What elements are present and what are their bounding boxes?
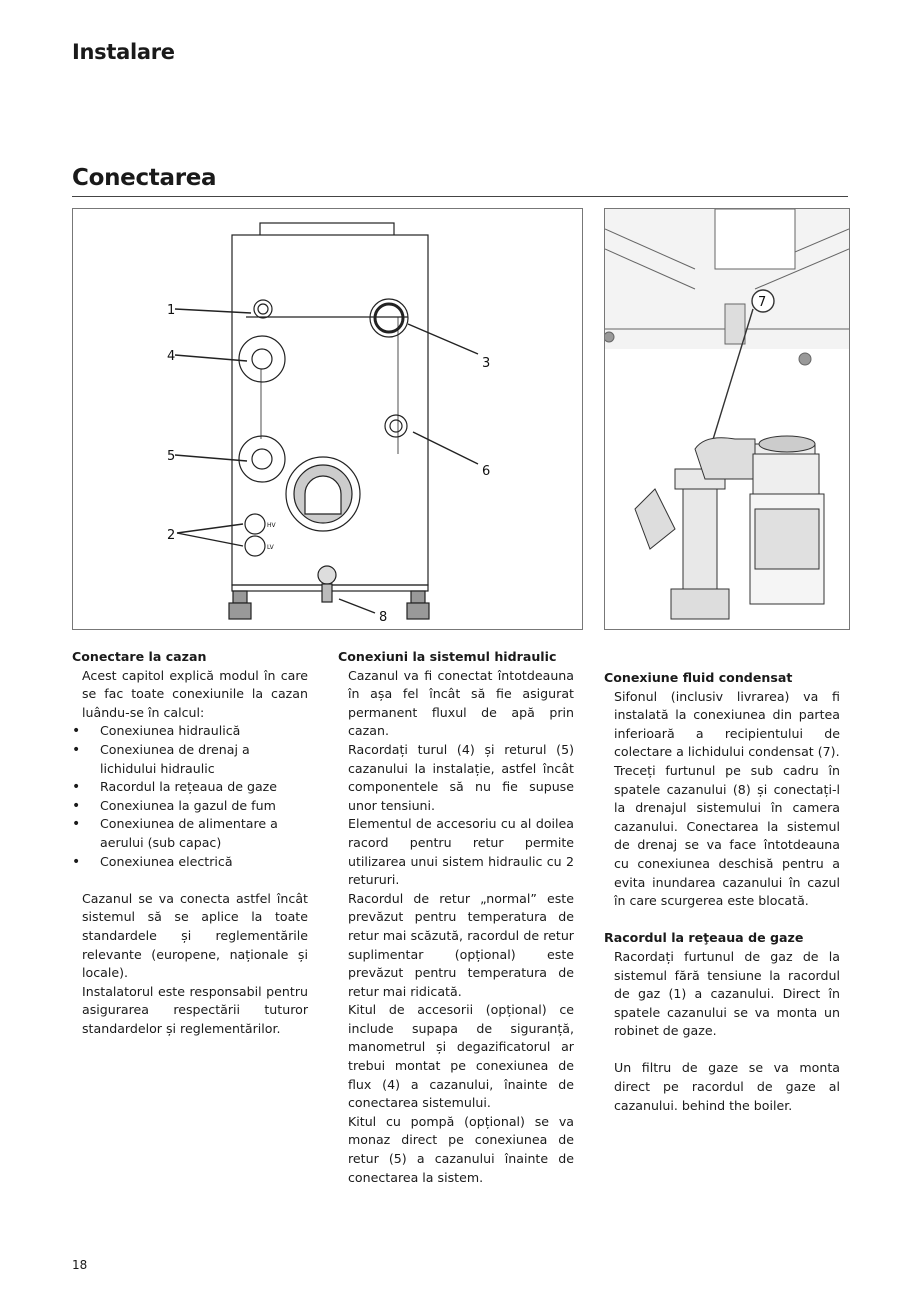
siphon-diagram	[604, 208, 850, 630]
callout-8: 8	[379, 610, 388, 625]
list-item: • Conexiunea de alimentare a aerului (sub capac)	[72, 815, 308, 852]
callout-2: 2	[167, 528, 176, 543]
paragraph: Cazanul va fi conectat întotdeauna în așa fel încât să fie asigurat permanent fluxul de apă prin cazan.	[348, 667, 574, 739]
title-divider	[72, 196, 848, 197]
column-hydraulic	[338, 648, 574, 1187]
paragraph: Treceți furtunul pe sub cadru în spatele cazanului (8) și conectați-l la drenajul sistemului în camera cazanului. Conectarea la sistemul de drenaj se va face întotdeauna cu conexiunea deschisă pentru a evita inundarea cazanului în cazul în care scurgerea este blocată.	[614, 762, 840, 909]
paragraph: Kitul cu pompă (opțional) se va monaz direct pe conexiunea de retur (5) a cazanului înainte de conectarea la sistem.	[348, 1113, 574, 1185]
list-item: • Racordul la rețeaua de gaze	[72, 778, 308, 797]
heading-boiler-connection: Conectare la cazan	[72, 649, 207, 664]
paragraph: Racordați furtunul de gaz de la sistemul fără tensiune la racordul de gaz (1) a cazanului. Direct în spatele cazanului se va monta un robinet de gaze.	[614, 948, 840, 1039]
callout-4: 4	[167, 349, 176, 364]
list-item: • Conexiunea hidraulică	[72, 722, 308, 741]
callout-1: 1	[167, 303, 176, 318]
caster-right	[407, 591, 429, 619]
callout-6: 6	[482, 464, 491, 479]
list-item: • Conexiunea electrică	[72, 853, 308, 872]
column-boiler-connection	[72, 648, 308, 1038]
paragraph: Racordul de retur „normal” este prevăzut pentru temperatura de retur mai scăzută, racordul de retur suplimentar (opțional) este prevăzut pentru temperatura de retur mai ridicată.	[348, 890, 574, 999]
paragraph: Cazanul se va conecta astfel încât sistemul să se aplice la toate standardele și reglementările relevante (europene, naționale și locale).	[82, 890, 308, 981]
paragraph: Elementul de accesoriu cu al doilea racord pentru retur permite utilizarea unui sistem hidraulic cu 2 retururi.	[348, 816, 574, 888]
paragraph: Sifonul (inclusiv livrarea) va fi instalată la conexiunea din partea inferioară a recipientului de colectare a lichidului condensat (7).	[614, 688, 840, 760]
list-item: • Conexiunea la gazul de fum	[72, 797, 308, 816]
connection-list	[72, 722, 308, 871]
callout-5: 5	[167, 449, 176, 464]
callout-7: 7	[758, 295, 767, 310]
callout-3: 3	[482, 356, 491, 371]
heading-condensate: Conexiune fluid condensat	[604, 670, 793, 685]
paragraph: Instalatorul este responsabil pentru asigurarea respectării tuturor standardelor și reglementărilor.	[82, 983, 308, 1036]
paragraph: Un filtru de gaze se va monta direct pe racordul de gaze al cazanului. behind the boiler.	[614, 1060, 840, 1113]
caster-left	[229, 591, 251, 619]
page-title: Conectarea	[72, 165, 217, 191]
column-condensate-gas	[604, 669, 840, 1115]
label-hv: HV	[267, 522, 276, 529]
label-lv: LV	[267, 544, 274, 551]
boiler-rear-diagram	[72, 208, 583, 630]
heading-gas: Racordul la reţeaua de gaze	[604, 930, 804, 946]
page-number: 18	[72, 1258, 88, 1272]
paragraph: Racordați turul (4) și returul (5) cazanului la instalație, astfel încât componentele să nu fie supuse unor tensiuni.	[348, 741, 574, 813]
section-header: Instalare	[72, 40, 175, 64]
heading-hydraulic: Conexiuni la sistemul hidraulic	[338, 649, 557, 664]
list-item: • Conexiunea de drenaj a lichidului hidraulic	[72, 741, 308, 778]
paragraph: Kitul de accesorii (opțional) ce include supapa de siguranță, manometrul și degazificatorul ar trebui montat pe conexiunea de flux (4) a cazanului, înainte de conectarea sistemului.	[348, 1002, 574, 1111]
intro-text: Acest capitol explică modul în care se fac toate conexiunile la cazan luându-se în calcul:	[82, 667, 308, 720]
